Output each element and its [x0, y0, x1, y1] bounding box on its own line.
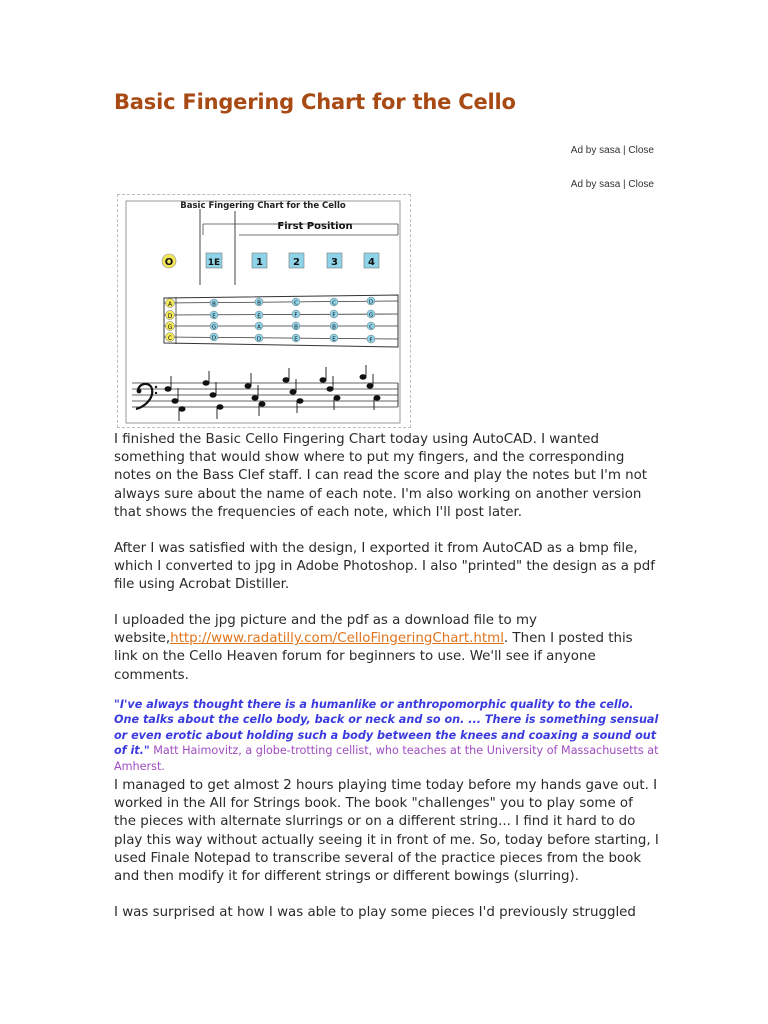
- fingering-chart-image: [117, 194, 411, 428]
- note-label: E: [212, 313, 216, 320]
- string-label: D: [167, 313, 173, 320]
- staff-notes: [165, 365, 380, 421]
- blockquote: [114, 697, 659, 774]
- quote-attribution: Matt Haimovitz, a globe-trotting cellist, who teaches at the University of Massachusetts at Amherst.: [114, 744, 659, 773]
- quote-text: "I've always thought there is a humanlike or anthropomorphic quality to the cello. One talks about the cello body, back or neck and so on. ... There is something sensual or even erotic about holding such a body between the knees and coaxing a sound out of it.": [114, 698, 659, 758]
- paragraph: I was surprised at how I was able to play some pieces I'd previously struggled: [114, 905, 636, 920]
- article-title: Basic Fingering Chart for the Cello: [114, 90, 516, 114]
- note-label: E: [294, 336, 298, 343]
- string-label: C: [167, 335, 173, 342]
- ad-line[interactable]: Ad by sasa | Close: [570, 179, 654, 190]
- note-label: E: [257, 313, 261, 320]
- note-label: B: [332, 324, 336, 331]
- note-label: D: [256, 336, 262, 343]
- fingering-chart-svg: [118, 195, 410, 427]
- finger-1-label: 1: [256, 257, 263, 268]
- note-label: F: [332, 312, 336, 319]
- string-notes: [210, 297, 375, 344]
- note-label: C: [369, 324, 373, 331]
- note-label: C: [294, 300, 298, 307]
- paragraph: I finished the Basic Cello Fingering Chart today using AutoCAD. I wanted something that would show where to put my fingers, and the corresponding notes on the Bass Clef staff. I can read the score and play the notes but I'm not always sure about the name of each note. I'm also working on another version that shows the frequencies of each note, which I'll post later.: [114, 432, 648, 520]
- finger-2-label: 2: [293, 257, 300, 268]
- finger-open-label: O: [164, 257, 174, 268]
- chart-title: Basic Fingering Chart for the Cello: [180, 201, 346, 211]
- open-strings: [166, 299, 175, 343]
- finger-4-label: 4: [368, 257, 375, 268]
- string-label: A: [167, 301, 173, 308]
- string-label: G: [167, 324, 173, 331]
- bass-clef-icon: [136, 384, 152, 409]
- note-label: C: [332, 300, 336, 307]
- paragraph: [114, 612, 659, 685]
- note-label: B: [294, 324, 298, 331]
- paragraph: I managed to get almost 2 hours playing time today before my hands gave out. I worked in the All for Strings book. The book "challenges" you to play some of the pieces with alternate slurrings or on a different string... I find it hard to do play this way without actually seeing it in front of me. So, today before starting, I used Finale Notepad to transcribe several of the practice pieces from the book and then modify it for different strings or different bowings (slurring).: [114, 778, 659, 885]
- paragraph-text: . Then I posted this link on the Cello Heaven forum for beginners to use. We'll see if anyone comments.: [114, 631, 633, 683]
- finger-1e-label: 1E: [207, 258, 221, 268]
- note-label: D: [368, 299, 374, 306]
- note-label: G: [368, 312, 374, 319]
- note-label: A: [257, 324, 261, 331]
- ad-line[interactable]: Ad by sasa | Close: [570, 145, 654, 156]
- note-label: F: [369, 337, 373, 344]
- note-label: D: [211, 335, 217, 342]
- note-label: B: [257, 300, 261, 307]
- paragraph-text: I uploaded the jpg picture and the pdf as a download file to my website,: [114, 613, 537, 647]
- paragraph: After I was satisfied with the design, I exported it from AutoCAD as a bmp file, which I converted to jpg in Adobe Photoshop. I also "printed" the design as a pdf file using Acrobat Distiller.: [114, 541, 655, 593]
- note-label: F: [294, 312, 298, 319]
- chart-download-link[interactable]: http://www.radatilly.com/CelloFingeringChart.html: [170, 631, 504, 647]
- finger-3-label: 3: [331, 257, 338, 268]
- note-label: E: [332, 336, 336, 343]
- note-label: G: [211, 324, 217, 331]
- finger-markers: [162, 253, 379, 268]
- note-label: B: [212, 301, 216, 308]
- fingerboard: [164, 295, 398, 347]
- position-label: First Position: [277, 221, 353, 232]
